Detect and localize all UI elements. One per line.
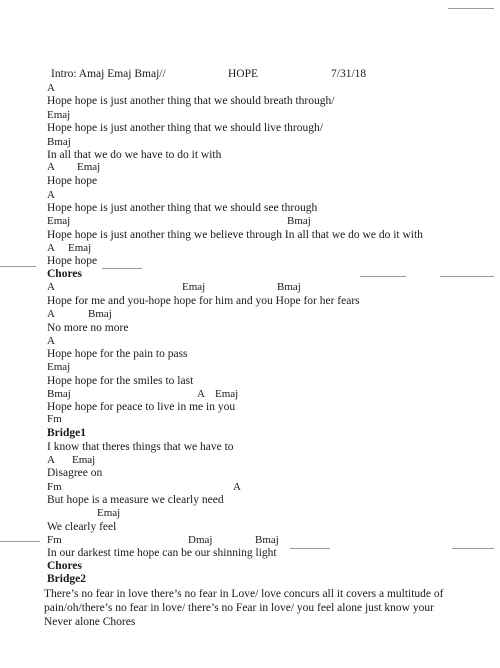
lyric-line: Hope hope for peace to live in me in you <box>47 401 236 413</box>
scan-mark <box>290 548 330 549</box>
chord: A <box>47 454 55 466</box>
chord: A <box>47 335 55 347</box>
lyric-line: I know that theres things that we have to <box>47 441 234 453</box>
chord: Emaj <box>77 161 101 173</box>
chord: A <box>47 161 55 173</box>
intro-chords: Intro: Amaj Emaj Bmaj// <box>51 68 166 80</box>
lyric-line: Hope hope <box>47 255 98 267</box>
chord: Fm <box>47 534 62 546</box>
chord: Emaj <box>47 361 71 373</box>
chord: Bmaj <box>255 534 279 546</box>
chord: A <box>47 189 55 201</box>
chord: Bmaj <box>47 388 71 400</box>
chord: Emaj <box>68 242 92 254</box>
lyric-line: Hope hope is just another thing that we should see through <box>47 202 318 214</box>
scan-mark <box>360 276 406 277</box>
chord: Bmaj <box>287 215 311 227</box>
lyric-line: Hope hope is just another thing we believe through In all that we do we do it with <box>47 229 423 241</box>
chord: A <box>197 388 205 400</box>
chord: Dmaj <box>188 534 213 546</box>
lyric-line: Hope hope for the pain to pass <box>47 348 188 360</box>
section-heading: Chores <box>47 268 82 280</box>
lyric-line: Hope hope is just another thing that we should live through/ <box>47 122 323 134</box>
chord: Fm <box>47 481 62 493</box>
song-date: 7/31/18 <box>331 68 367 80</box>
lyric-line: Disagree on <box>47 467 103 479</box>
section-heading: Chores <box>47 560 82 572</box>
lyric-line: But hope is a measure we clearly need <box>47 494 224 506</box>
chord: Emaj <box>97 507 121 519</box>
lyric-line: In our darkest time hope can be our shinning light <box>47 547 277 559</box>
chord: Emaj <box>182 281 206 293</box>
scan-mark <box>0 541 40 542</box>
lyric-line: Hope hope is just another thing that we should breath through/ <box>47 95 335 107</box>
bridge2-paragraph: There’s no fear in love there’s no fear in Love/ love concurs all it covers a multitude of pain/oh/there’s no fear in love/ there’s no Fear in love/ you feel alone just know your Never alone Chores <box>44 588 444 628</box>
header-row <box>0 68 500 82</box>
chord: Emaj <box>47 109 71 121</box>
lyric-line: We clearly feel <box>47 521 117 533</box>
chord: Bmaj <box>88 308 112 320</box>
lyric-line: Hope hope for the smiles to last <box>47 375 194 387</box>
chord: A <box>47 242 55 254</box>
chord: Emaj <box>47 215 71 227</box>
chord: A <box>47 82 55 94</box>
scan-mark <box>448 8 494 9</box>
lyric-line: Hope for me and you-hope hope for him and you Hope for her fears <box>47 295 360 307</box>
chord: A <box>47 281 55 293</box>
section-heading: Bridge2 <box>47 573 86 585</box>
song-title: HOPE <box>228 68 259 80</box>
chord: A <box>47 308 55 320</box>
scan-mark <box>452 548 494 549</box>
section-heading: Bridge1 <box>47 427 86 439</box>
chord: Bmaj <box>277 281 301 293</box>
lyric-line: No more no more <box>47 322 129 334</box>
scan-mark <box>102 268 142 269</box>
chord: Bmaj <box>47 136 71 148</box>
scan-mark <box>0 266 36 267</box>
chord: Fm <box>47 413 62 425</box>
chord: A <box>233 481 241 493</box>
lyric-line: In all that we do we have to do it with <box>47 149 222 161</box>
chord: Emaj <box>215 388 239 400</box>
chord: Emaj <box>72 454 96 466</box>
scan-mark <box>440 276 494 277</box>
lyric-line: Hope hope <box>47 175 98 187</box>
